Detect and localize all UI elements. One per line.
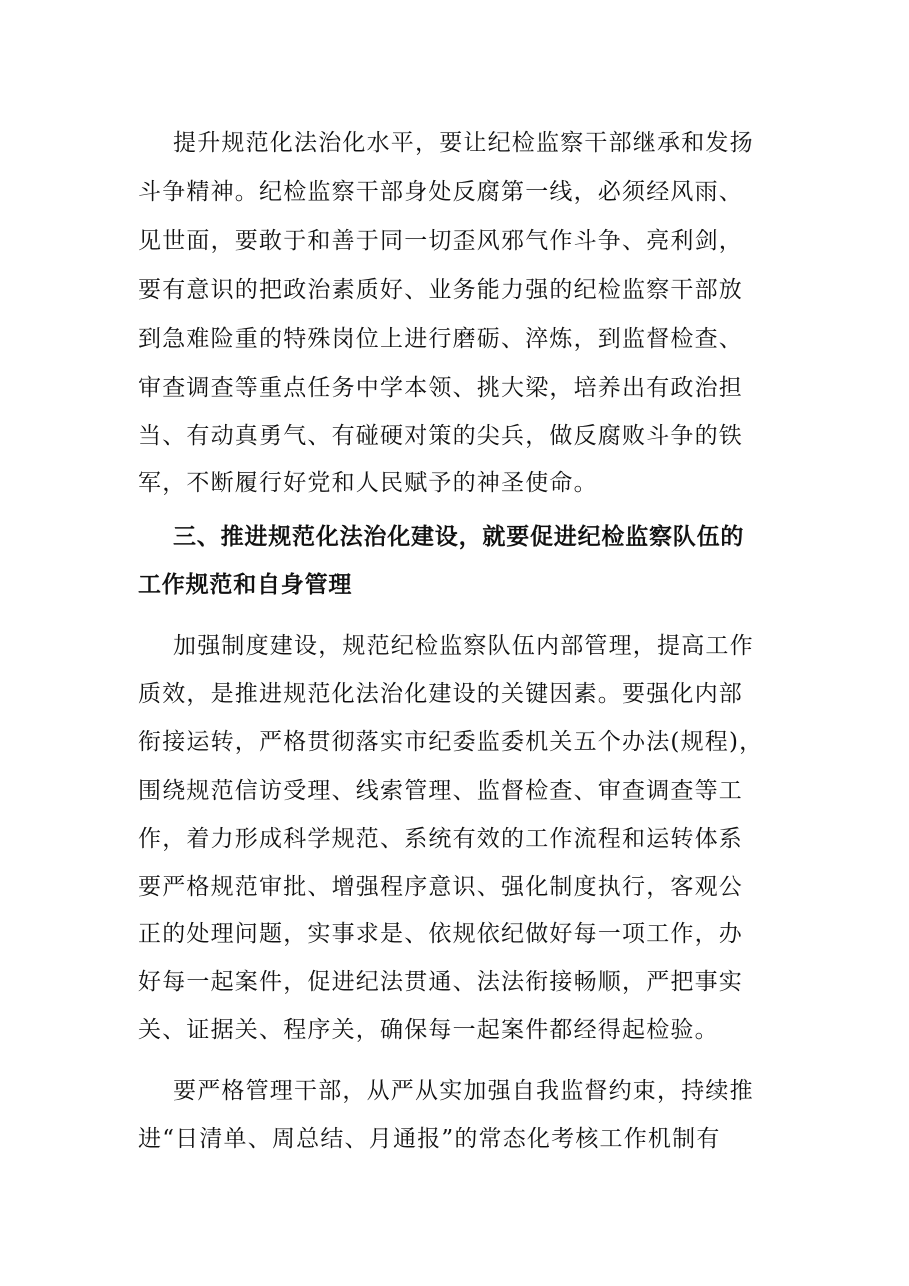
- paragraph-2-line-1: 加强制度建设，规范纪检监察队伍内部管理，提高工作: [173, 633, 754, 659]
- paragraph-1-line-2: 斗争精神。纪检监察干部身处反腐第一线，必须经风雨、: [138, 179, 743, 205]
- section-heading-line-1: 三、推进规范化法治化建设，就要促进纪检监察队伍的: [173, 524, 745, 550]
- paragraph-1-line-7: 当、有动真勇气、有碰硬对策的尖兵，做反腐败斗争的铁: [138, 423, 743, 449]
- paragraph-2-line-8: 好每一起案件，促进纪法贯通、法法衔接畅顺，严把事实: [138, 969, 743, 995]
- paragraph-2-line-7: 正的处理问题，实事求是、依规依纪做好每一项工作，办: [138, 921, 743, 947]
- paragraph-1-line-8: 军，不断履行好党和人民赋予的神圣使命。: [138, 470, 598, 496]
- paragraph-2-line-3: 衔接运转，严格贯彻落实市纪委监委机关五个办法(规程)，: [138, 729, 764, 755]
- paragraph-1-line-5: 到急难险重的特殊岗位上进行磨砺、淬炼，到监督检查、: [138, 326, 743, 352]
- paragraph-2-line-6: 要严格规范审批、增强程序意识、强化制度执行，客观公: [138, 874, 743, 900]
- paragraph-2-line-4: 围绕规范信访受理、线索管理、监督检查、审查调查等工: [138, 778, 743, 804]
- paragraph-1-line-1: 提升规范化法治化水平，要让纪检监察干部继承和发扬: [173, 130, 754, 156]
- paragraph-2-line-5: 作，着力形成科学规范、系统有效的工作流程和运转体系: [138, 826, 743, 852]
- paragraph-3-line-2: 进“日清单、周总结、月通报”的常态化考核工作机制有: [138, 1126, 721, 1152]
- paragraph-2-line-2: 质效，是推进规范化法治化建设的关键因素。要强化内部: [138, 681, 743, 707]
- paragraph-2-line-9: 关、证据关、程序关，确保每一起案件都经得起检验。: [138, 1017, 719, 1043]
- paragraph-1-line-6: 审查调查等重点任务中学本领、挑大梁，培养出有政治担: [138, 375, 743, 401]
- paragraph-1-line-4: 要有意识的把政治素质好、业务能力强的纪检监察干部放: [138, 277, 743, 303]
- paragraph-3-line-1: 要严格管理干部，从严从实加强自我监督约束，持续推: [173, 1078, 754, 1104]
- section-heading-line-2: 工作规范和自身管理: [138, 572, 353, 598]
- paragraph-1-line-3: 见世面，要敢于和善于同一切歪风邪气作斗争、亮利剑，: [138, 228, 743, 254]
